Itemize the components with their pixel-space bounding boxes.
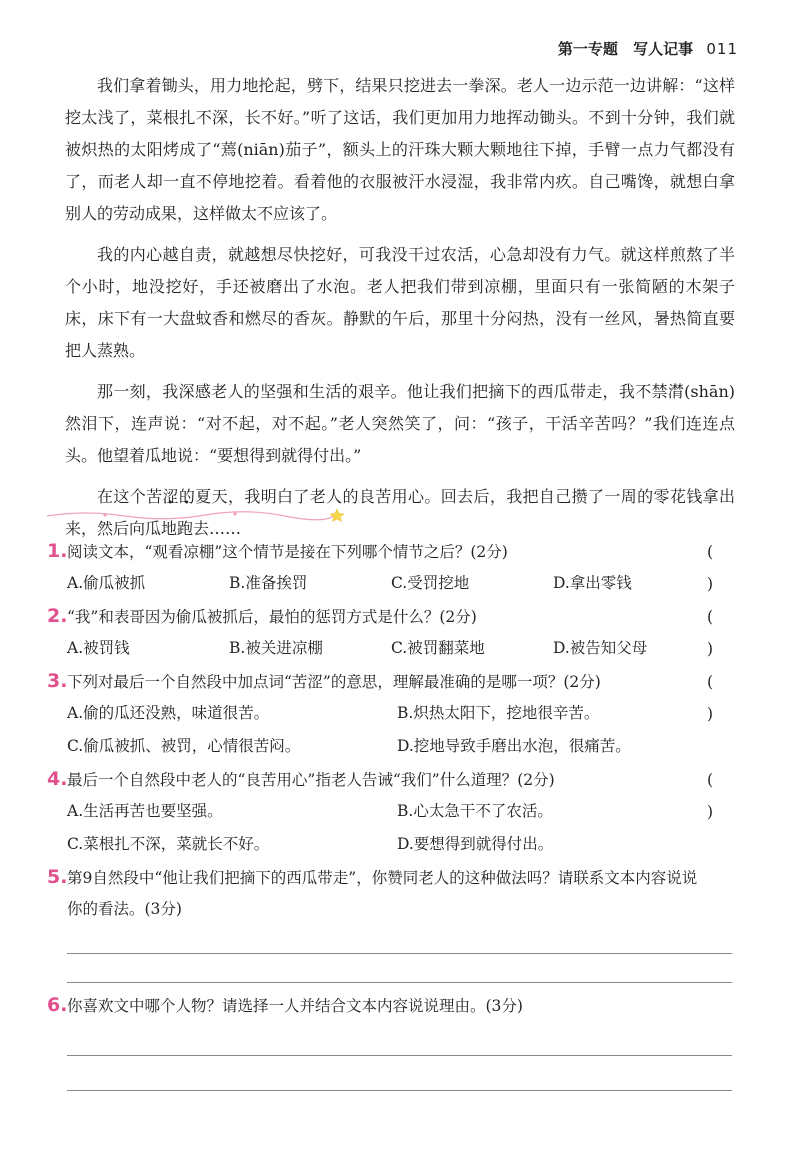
question-3: [47, 665, 737, 763]
question-6: [47, 989, 737, 1091]
question-2: [47, 600, 737, 665]
paragraph-4-rest: 的夏天，我明白了老人的良苦用心。回去后，我把自己攒了一周的零花钱拿出来，然后向瓜地跑去……: [65, 487, 735, 538]
dotted-char-2: 涩: [162, 487, 179, 506]
answer-line[interactable]: [67, 954, 732, 983]
option-d[interactable]: D.被告知父母: [553, 639, 648, 657]
paragraph-2: 我的内心越自责，就越想尽快挖好，可我没干过农活，心急却没有力气。就这样煎熬了半个小时，地没挖好，手还被磨出了水泡。老人把我们带到凉棚，里面只有一张简陋的木架子床，床下有一大盘蚊香和燃尽的香灰。静默的午后，那里十分闷热，没有一丝风，暑热简直要把人蒸熟。: [65, 245, 735, 360]
topic-label: 写人记事: [633, 40, 694, 58]
option-d[interactable]: D.拿出零钱: [553, 574, 632, 592]
option-a[interactable]: A.偷瓜被抓: [67, 574, 146, 592]
question-text: 第9自然段中“他让我们把摘下的西瓜带走”，你赞同老人的这种做法吗？请联系文本内容说说: [67, 869, 698, 887]
option-a[interactable]: A.被罚钱: [67, 639, 130, 657]
question-text: 下列对最后一个自然段中加点词“苦涩”的意思，理解最准确的是哪一项？(2分): [67, 673, 601, 691]
option-c[interactable]: C.菜根扎不深，菜就长不好。: [67, 835, 270, 853]
paragraph-3: 那一刻，我深感老人的坚强和生活的艰辛。他让我们把摘下的西瓜带走，我不禁潸(shān)然泪下，连声说：“对不起，对不起。”老人突然笑了，问：“孩子，干活辛苦吗？”我们连连点头。他望着瓜地说：“要想得到就得付出。”: [65, 382, 735, 465]
page-header: [558, 38, 738, 59]
option-d[interactable]: D.挖地导致手磨出水泡，很痛苦。: [397, 737, 631, 755]
question-text: 最后一个自然段中老人的“良苦用心”指老人告诫“我们”什么道理？(2分): [67, 771, 555, 789]
answer-line[interactable]: [67, 1021, 732, 1056]
question-number: 1 .: [47, 535, 67, 567]
answer-line[interactable]: [67, 925, 732, 954]
questions-section: [47, 535, 737, 1091]
answer-line[interactable]: [67, 1056, 732, 1091]
question-4: [47, 763, 737, 861]
answer-blank[interactable]: ( ): [706, 608, 733, 658]
question-number: 5 .: [47, 861, 67, 893]
question-text: 阅读文本，“观看凉棚”这个情节是接在下列哪个情节之后？(2分): [67, 543, 508, 561]
paragraph-4-start: 在这个: [97, 487, 147, 506]
question-1: [47, 535, 737, 600]
reading-passage: [65, 70, 735, 554]
question-number: 2 .: [47, 600, 67, 632]
section-divider: [45, 508, 345, 522]
option-c[interactable]: C.偷瓜被抓、被罚，心情很苦闷。: [67, 737, 301, 755]
dotted-char-1: 苦: [146, 487, 163, 506]
section-label: 第一专题: [557, 40, 618, 58]
question-text: “我”和表哥因为偷瓜被抓后，最怕的惩罚方式是什么？(2分): [67, 608, 477, 626]
question-number: 3 .: [47, 665, 67, 697]
option-c[interactable]: C.受罚挖地: [391, 574, 470, 592]
paragraph-1: 我们拿着锄头，用力地抡起，劈下，结果只挖进去一拳深。老人一边示范一边讲解：“这样挖太浅了，菜根扎不深，长不好。”听了这话，我们更加用力地挥动锄头。不到十分钟，我们就被炽热的太阳烤成了“蔫(niān)茄子”，额头上的汗珠大颗大颗地往下掉，手臂一点力气都没有了，而老人却一直不停地挖着。看着他的衣服被汗水浸湿，我非常内疚。自己嘴馋，就想白拿别人的劳动成果，这样做太不应该了。: [65, 76, 735, 223]
option-c[interactable]: C.被罚翻菜地: [391, 639, 485, 657]
option-a[interactable]: A.偷的瓜还没熟，味道很苦。: [67, 704, 270, 722]
option-a[interactable]: A.生活再苦也要坚强。: [67, 802, 223, 820]
option-b[interactable]: B.准备挨罚: [229, 574, 308, 592]
option-b[interactable]: B.炽热太阳下，挖地很辛苦。: [397, 704, 600, 722]
answer-blank[interactable]: ( ): [706, 673, 733, 723]
answer-blank[interactable]: ( ): [706, 543, 733, 593]
question-text: 你喜欢文中哪个人物？请选择一人并结合文本内容说说理由。(3分): [67, 997, 523, 1015]
question-number: 4 .: [47, 763, 67, 795]
option-b[interactable]: B.心太急干不了农活。: [397, 802, 553, 820]
page-number: 011: [706, 40, 738, 58]
answer-blank[interactable]: ( ): [706, 771, 733, 821]
question-5: [47, 861, 737, 989]
star-icon: [330, 509, 344, 522]
question-text-continued: 你的看法。(3分): [67, 900, 182, 918]
option-d[interactable]: D.要想得到就得付出。: [397, 835, 554, 853]
question-number: 6 .: [47, 989, 67, 1021]
option-b[interactable]: B.被关进凉棚: [229, 639, 323, 657]
